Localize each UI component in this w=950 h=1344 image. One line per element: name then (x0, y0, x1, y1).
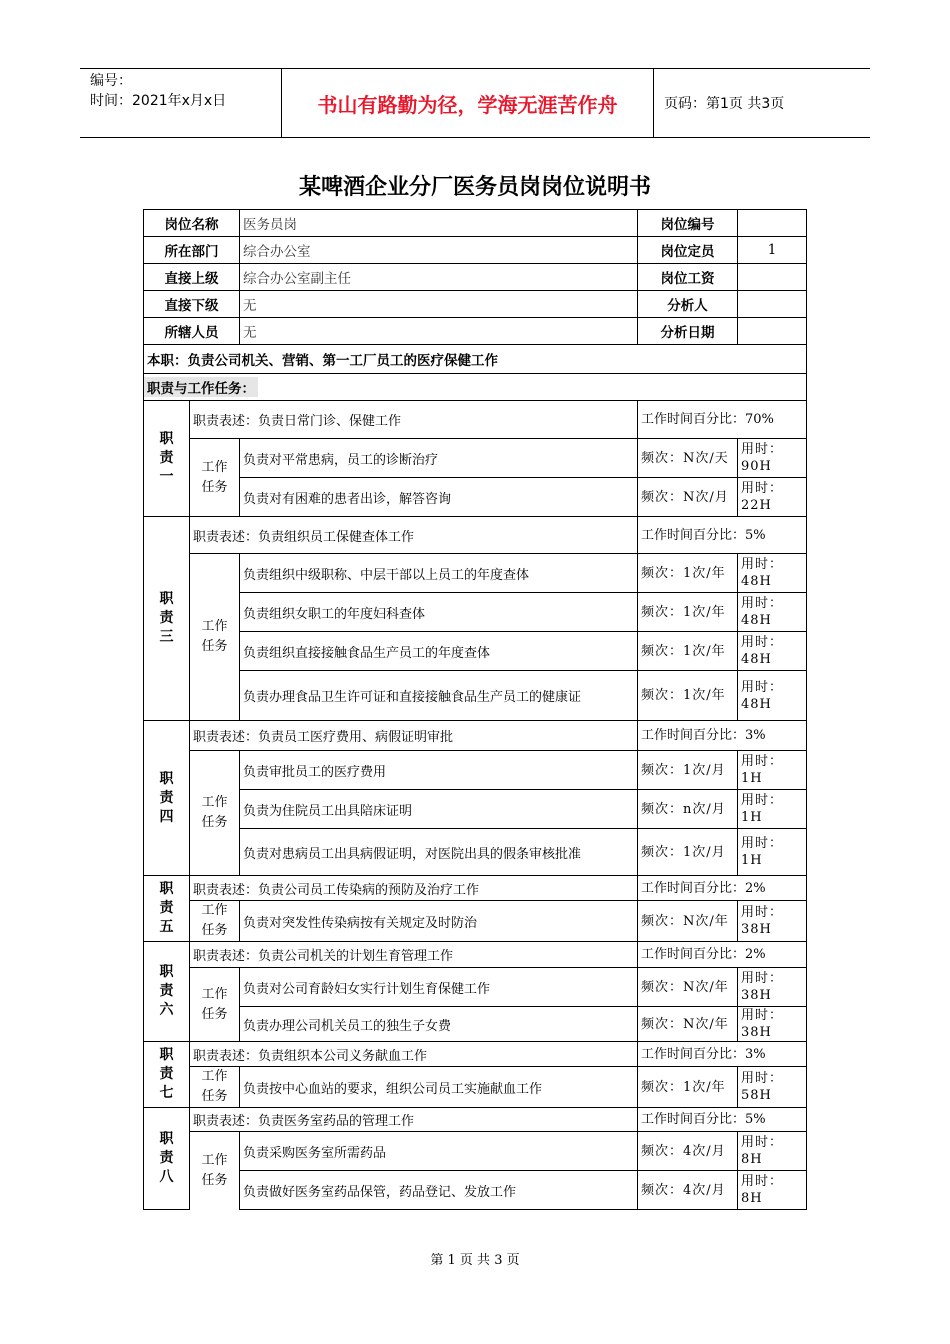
time-percentage: 工作时间百分比：2% (638, 942, 807, 968)
responsibility-desc: 职责表述：负责医务室药品的管理工作 (190, 1108, 638, 1132)
field-label: 岗位名称 (144, 210, 240, 237)
field-label: 直接上级 (144, 264, 240, 291)
basic-info-row (144, 318, 807, 345)
task-frequency: 频次：1次/月 (638, 829, 738, 876)
task-text: 负责做好医务室药品保管，药品登记、发放工作 (240, 1171, 638, 1210)
task-frequency: 频次：1次/年 (638, 671, 738, 721)
duties-heading-row (144, 374, 807, 401)
basic-info-row (144, 210, 807, 237)
field-value: 综合办公室 (240, 237, 638, 264)
task-duration: 用时：38H (738, 901, 807, 942)
responsibility-desc: 职责表述：负责公司员工传染病的预防及治疗工作 (190, 876, 638, 901)
basic-info-row (144, 291, 807, 318)
task-duration: 用时：8H (738, 1132, 807, 1171)
task-row (144, 1067, 807, 1108)
responsibility-desc-row (144, 876, 807, 901)
task-row (144, 1132, 807, 1171)
task-frequency: 频次：1次/年 (638, 632, 738, 671)
responsibility-desc-row (144, 721, 807, 751)
header-motto: 书山有路勤为径，学海无涯苦作舟 (282, 69, 654, 137)
task-row (144, 968, 807, 1007)
duties-heading-cell (144, 374, 807, 401)
task-row (144, 901, 807, 942)
responsibility-name: 职 责 七 (144, 1042, 190, 1108)
field-label: 分析人 (638, 291, 738, 318)
task-row (144, 439, 807, 478)
task-text: 负责组织女职工的年度妇科查体 (240, 593, 638, 632)
task-frequency: 频次：1次/年 (638, 593, 738, 632)
task-text: 负责办理公司机关员工的独生子女费 (240, 1007, 638, 1042)
header-meta (80, 69, 282, 137)
task-text: 负责组织直接接触食品生产员工的年度查体 (240, 632, 638, 671)
basic-info-row (144, 264, 807, 291)
responsibility-desc-row (144, 942, 807, 968)
field-value: 1 (738, 237, 807, 264)
time-percentage: 工作时间百分比：5% (638, 1108, 807, 1132)
task-row (144, 632, 807, 671)
task-frequency: 频次：1次/月 (638, 751, 738, 790)
field-label: 岗位编号 (638, 210, 738, 237)
task-label: 工作 任务 (190, 554, 240, 721)
task-duration: 用时：48H (738, 671, 807, 721)
task-label: 工作 任务 (190, 1132, 240, 1210)
task-frequency: 频次：4次/月 (638, 1132, 738, 1171)
header-page-number: 页码：第1页 共3页 (664, 96, 785, 112)
time-percentage: 工作时间百分比：2% (638, 876, 807, 901)
task-label: 工作 任务 (190, 751, 240, 876)
task-frequency: 频次：N次/年 (638, 901, 738, 942)
field-value (738, 264, 807, 291)
responsibility-name: 职 责 八 (144, 1108, 190, 1210)
time-percentage: 工作时间百分比：3% (638, 721, 807, 751)
task-duration: 用时：8H (738, 1171, 807, 1210)
task-row (144, 829, 807, 876)
field-label: 所在部门 (144, 237, 240, 264)
basic-info-row (144, 237, 807, 264)
task-text: 负责按中心血站的要求，组织公司员工实施献血工作 (240, 1067, 638, 1108)
responsibility-name: 职 责 五 (144, 876, 190, 942)
field-label: 直接下级 (144, 291, 240, 318)
responsibility-name: 职 责 六 (144, 942, 190, 1042)
document-number-label: 编号： (90, 73, 132, 89)
field-value: 综合办公室副主任 (240, 264, 638, 291)
task-frequency: 频次：1次/年 (638, 1067, 738, 1108)
task-text: 负责组织中级职称、中层干部以上员工的年度查体 (240, 554, 638, 593)
task-row (144, 593, 807, 632)
task-text: 负责对平常患病，员工的诊断治疗 (240, 439, 638, 478)
task-duration: 用时：1H (738, 751, 807, 790)
task-text: 负责办理食品卫生许可证和直接接触食品生产员工的健康证 (240, 671, 638, 721)
duties-heading: 职责与工作任务： (144, 377, 258, 397)
document-time-label: 时间：2021年x月x日 (90, 93, 227, 109)
task-duration: 用时：38H (738, 1007, 807, 1042)
responsibility-desc-row (144, 1042, 807, 1067)
time-percentage: 工作时间百分比：3% (638, 1042, 807, 1067)
responsibility-desc: 职责表述：负责组织员工保健查体工作 (190, 517, 638, 554)
responsibility-desc-row (144, 517, 807, 554)
field-label: 岗位定员 (638, 237, 738, 264)
task-text: 负责对患病员工出具病假证明，对医院出具的假条审核批准 (240, 829, 638, 876)
task-duration: 用时：48H (738, 554, 807, 593)
task-label: 工作 任务 (190, 439, 240, 517)
field-label: 分析日期 (638, 318, 738, 345)
responsibility-desc: 职责表述：负责公司机关的计划生育管理工作 (190, 942, 638, 968)
field-value (738, 291, 807, 318)
task-text: 负责采购医务室所需药品 (240, 1132, 638, 1171)
field-value: 无 (240, 291, 638, 318)
page-footer: 第 1 页 共 3 页 (430, 1253, 520, 1268)
task-duration: 用时：48H (738, 593, 807, 632)
task-frequency: 频次：4次/月 (638, 1171, 738, 1210)
task-duration: 用时：90H (738, 439, 807, 478)
document-title: 某啤酒企业分厂医务员岗岗位说明书 (298, 175, 651, 200)
task-frequency: 频次：N次/年 (638, 1007, 738, 1042)
task-text: 负责对公司育龄妇女实行计划生育保健工作 (240, 968, 638, 1007)
responsibility-name: 职 责 四 (144, 721, 190, 876)
task-text: 负责为住院员工出具陪床证明 (240, 790, 638, 829)
task-label: 工作 任务 (190, 968, 240, 1042)
job-description-table (143, 209, 807, 1210)
task-text: 负责对有困难的患者出诊，解答咨询 (240, 478, 638, 517)
field-value: 医务员岗 (240, 210, 638, 237)
task-duration: 用时：1H (738, 790, 807, 829)
task-row (144, 751, 807, 790)
field-label: 岗位工资 (638, 264, 738, 291)
field-value (738, 318, 807, 345)
responsibility-name: 职 责 一 (144, 401, 190, 517)
field-value: 无 (240, 318, 638, 345)
task-duration: 用时：48H (738, 632, 807, 671)
task-frequency: 频次：n次/月 (638, 790, 738, 829)
page-header (80, 68, 870, 138)
task-duration: 用时：22H (738, 478, 807, 517)
time-percentage: 工作时间百分比：70% (638, 401, 807, 439)
task-duration: 用时：38H (738, 968, 807, 1007)
field-label: 所辖人员 (144, 318, 240, 345)
task-row (144, 554, 807, 593)
task-row (144, 671, 807, 721)
task-row (144, 790, 807, 829)
task-label: 工作 任务 (190, 901, 240, 942)
task-frequency: 频次：N次/月 (638, 478, 738, 517)
task-row (144, 1171, 807, 1210)
task-label: 工作 任务 (190, 1067, 240, 1108)
task-duration: 用时：1H (738, 829, 807, 876)
task-text: 负责审批员工的医疗费用 (240, 751, 638, 790)
field-value (738, 210, 807, 237)
task-frequency: 频次：N次/天 (638, 439, 738, 478)
responsibility-desc-row (144, 401, 807, 439)
task-row (144, 1007, 807, 1042)
task-frequency: 频次：1次/年 (638, 554, 738, 593)
main-duty: 本职：负责公司机关、营销、第一工厂员工的医疗保健工作 (144, 345, 807, 374)
time-percentage: 工作时间百分比：5% (638, 517, 807, 554)
task-row (144, 478, 807, 517)
main-duty-row (144, 345, 807, 374)
responsibility-desc: 职责表述：负责日常门诊、保健工作 (190, 401, 638, 439)
responsibility-desc-row (144, 1108, 807, 1132)
responsibility-name: 职 责 三 (144, 517, 190, 721)
task-frequency: 频次：N次/年 (638, 968, 738, 1007)
task-duration: 用时：58H (738, 1067, 807, 1108)
responsibility-desc: 职责表述：负责员工医疗费用、病假证明审批 (190, 721, 638, 751)
task-text: 负责对突发性传染病按有关规定及时防治 (240, 901, 638, 942)
responsibility-desc: 职责表述：负责组织本公司义务献血工作 (190, 1042, 638, 1067)
